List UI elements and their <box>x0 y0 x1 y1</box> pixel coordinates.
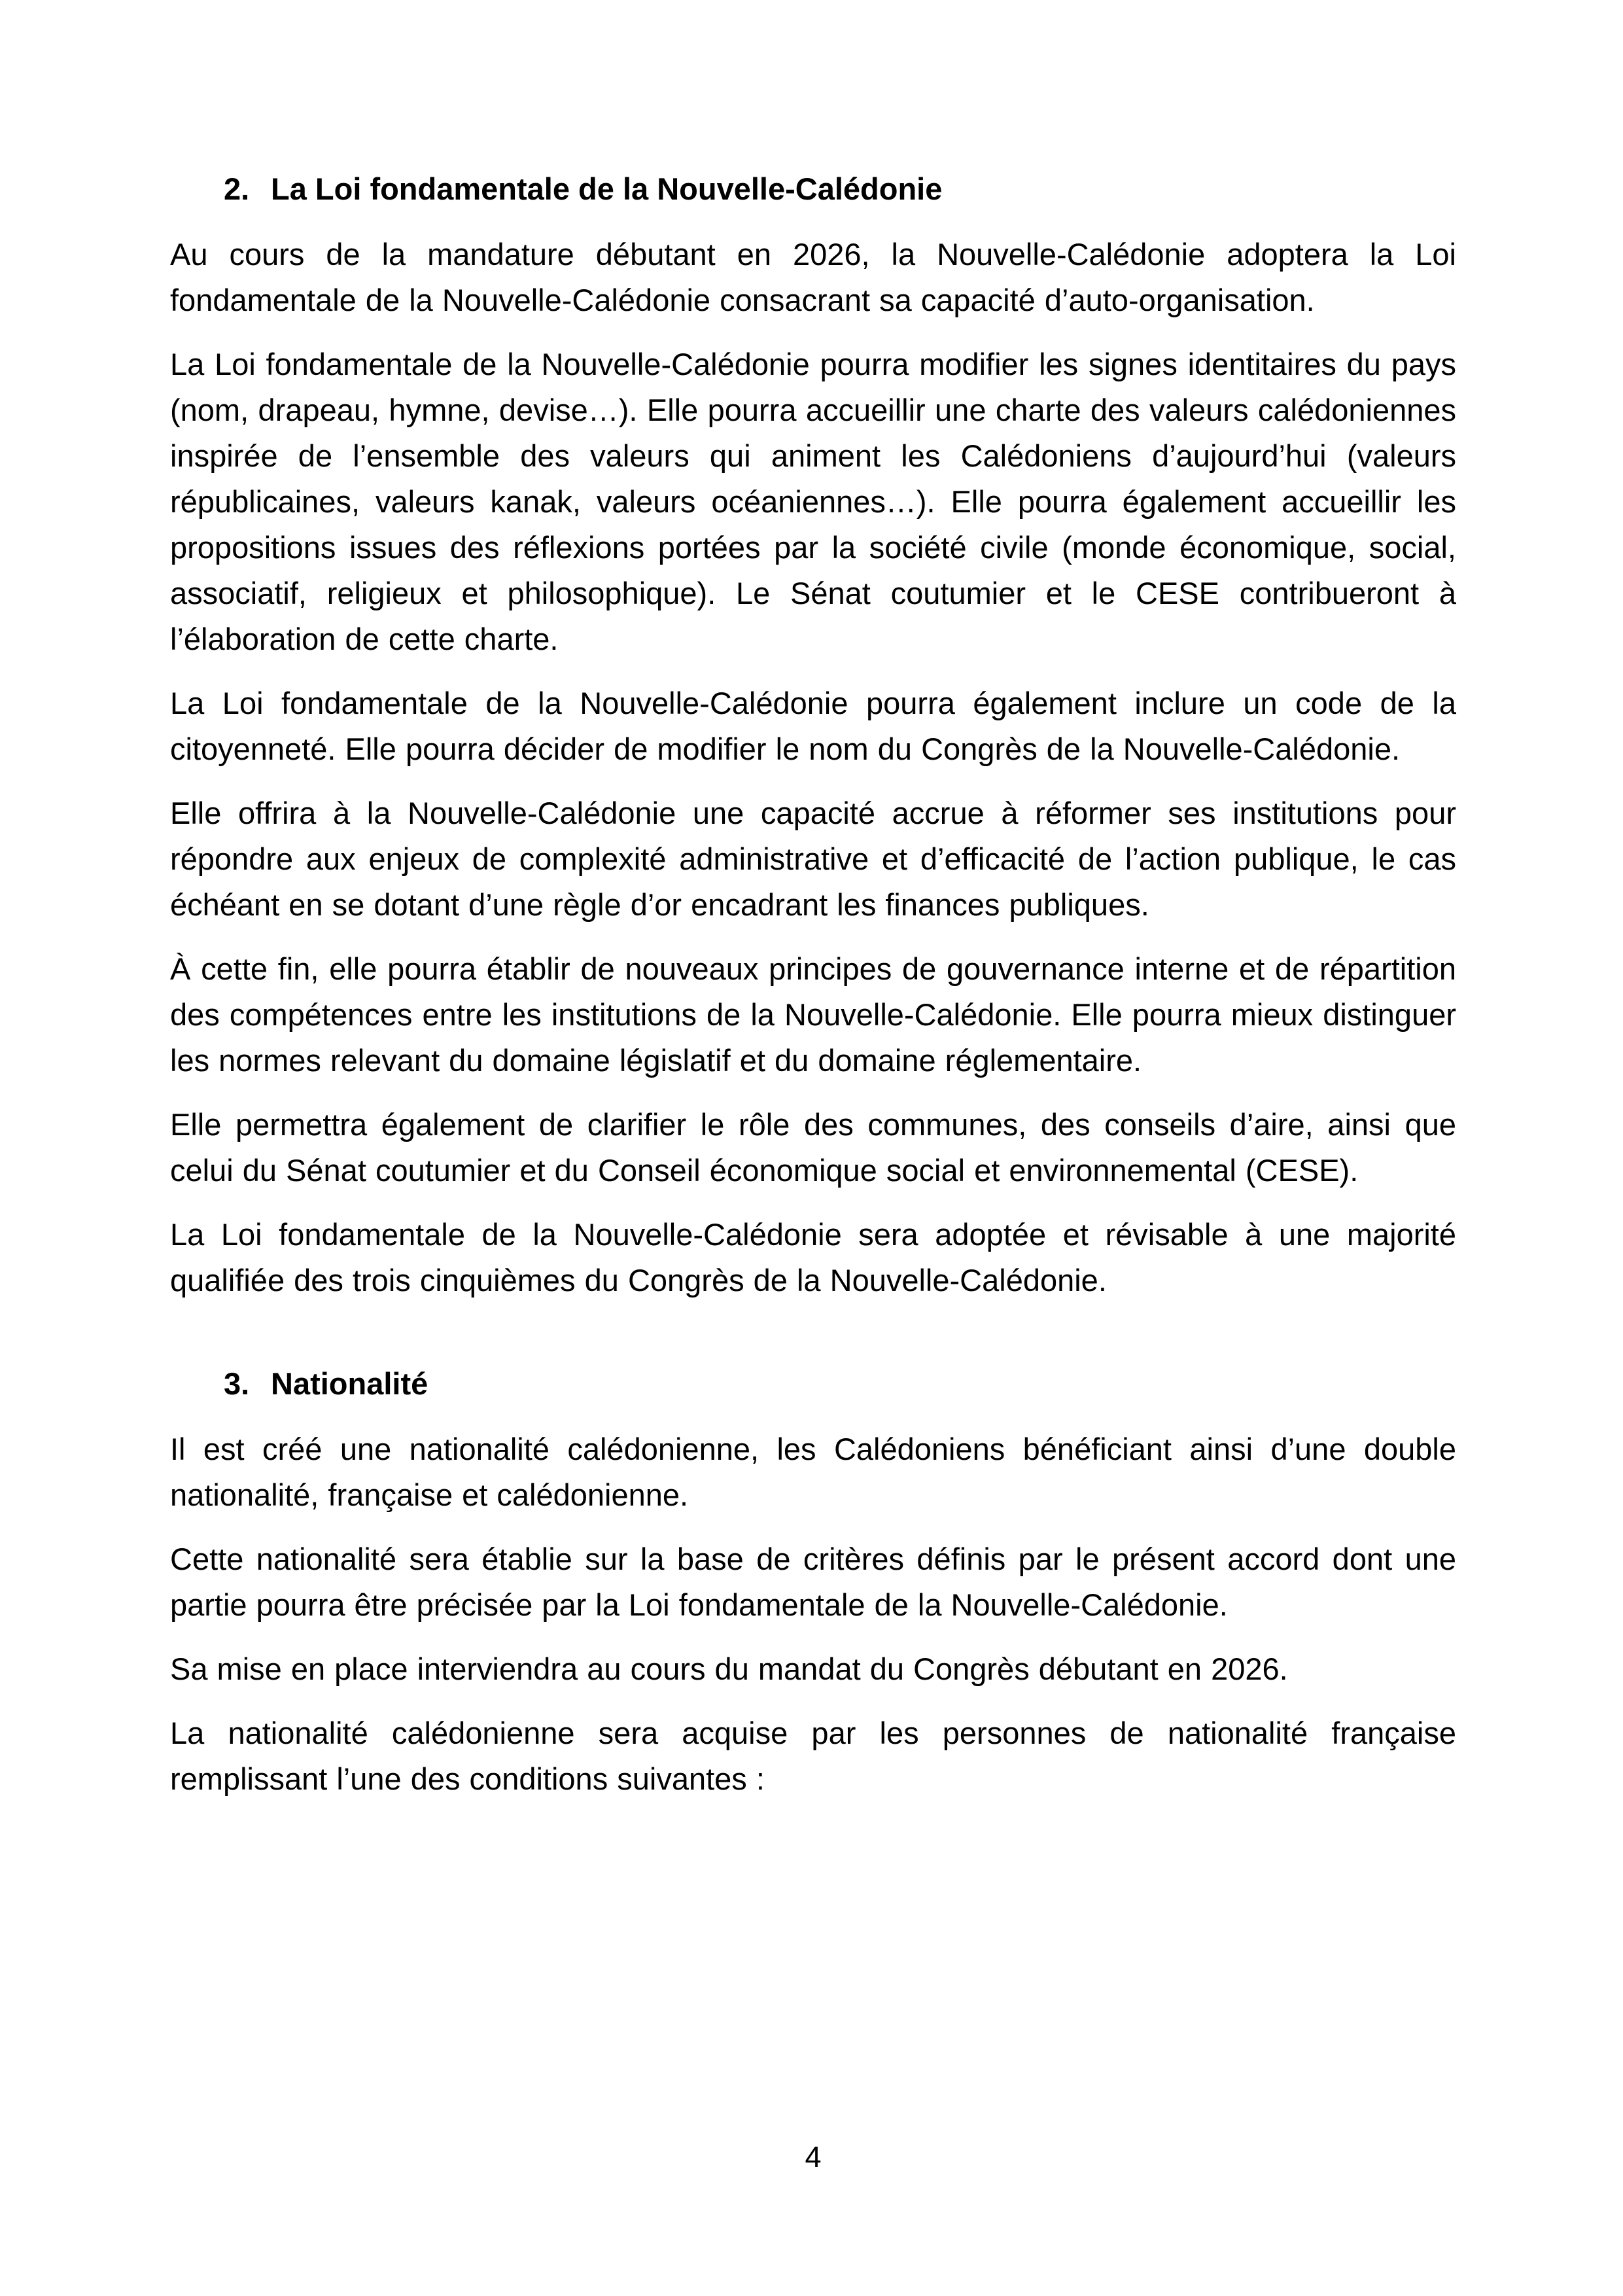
section-loi-fondamentale <box>170 166 1456 1303</box>
paragraph: Cette nationalité sera établie sur la base de critères définis par le présent accord dont une partie pourra être précisée par la Loi fondamentale de la Nouvelle-Calédonie. <box>170 1542 1456 1622</box>
paragraph: La Loi fondamentale de la Nouvelle-Calédonie pourra également inclure un code de la citoyenneté. Elle pourra décider de modifier le nom du Congrès de la Nouvelle-Calédonie. <box>170 686 1456 766</box>
paragraph: La Loi fondamentale de la Nouvelle-Calédonie pourra modifier les signes identitaires du pays (nom, drapeau, hymne, devise…). Elle pourra accueillir une charte des valeurs calédoniennes inspirée de l’ensemble des valeurs qui animent les Calédoniens d’aujourd’hui (valeurs républicaines, valeurs kanak, valeurs océaniennes…). Elle pourra également accueillir les propositions issues des réflexions portées par la société civile (monde économique, social, associatif, religieux et philosophique). Le Sénat coutumier et le CESE contribueront à l’élaboration de cette charte. <box>170 347 1456 656</box>
section-heading-2 <box>170 166 1456 212</box>
paragraph: À cette fin, elle pourra établir de nouveaux principes de gouvernance interne et de répartition des compétences entre les institutions de la Nouvelle-Calédonie. Elle pourra mieux distinguer les normes relevant du domaine législatif et du domaine réglementaire. <box>170 951 1456 1078</box>
paragraph: Sa mise en place interviendra au cours du mandat du Congrès débutant en 2026. <box>170 1651 1288 1686</box>
page-number: 4 <box>805 2140 822 2174</box>
page-content <box>170 166 1456 1820</box>
section-heading-3 <box>170 1361 1456 1407</box>
heading-number: 2. <box>224 171 250 206</box>
paragraph: La Loi fondamentale de la Nouvelle-Calédonie sera adoptée et révisable à une majorité qualifiée des trois cinquièmes du Congrès de la Nouvelle-Calédonie. <box>170 1217 1456 1298</box>
paragraph: Au cours de la mandature débutant en 2026, la Nouvelle-Calédonie adoptera la Loi fondamentale de la Nouvelle-Calédonie consacrant sa capacité d’auto-organisation. <box>170 237 1456 317</box>
section-nationalite <box>170 1361 1456 1802</box>
paragraph: La nationalité calédonienne sera acquise par les personnes de nationalité française remplissant l’une des conditions suivantes : <box>170 1716 1456 1796</box>
paragraph: Elle offrira à la Nouvelle-Calédonie une capacité accrue à réformer ses institutions pour répondre aux enjeux de complexité administrative et d’efficacité de l’action publique, le cas échéant en se dotant d’une règle d’or encadrant les finances publiques. <box>170 796 1456 922</box>
heading-title: Nationalité <box>271 1366 428 1401</box>
heading-title: La Loi fondamentale de la Nouvelle-Calédonie <box>271 171 943 206</box>
paragraph: Il est créé une nationalité calédonienne, les Calédoniens bénéficiant ainsi d’une double nationalité, française et calédonienne. <box>170 1432 1456 1512</box>
paragraph: Elle permettra également de clarifier le rôle des communes, des conseils d’aire, ainsi que celui du Sénat coutumier et du Conseil économique social et environnemental (CESE). <box>170 1107 1456 1188</box>
heading-number: 3. <box>224 1366 250 1401</box>
